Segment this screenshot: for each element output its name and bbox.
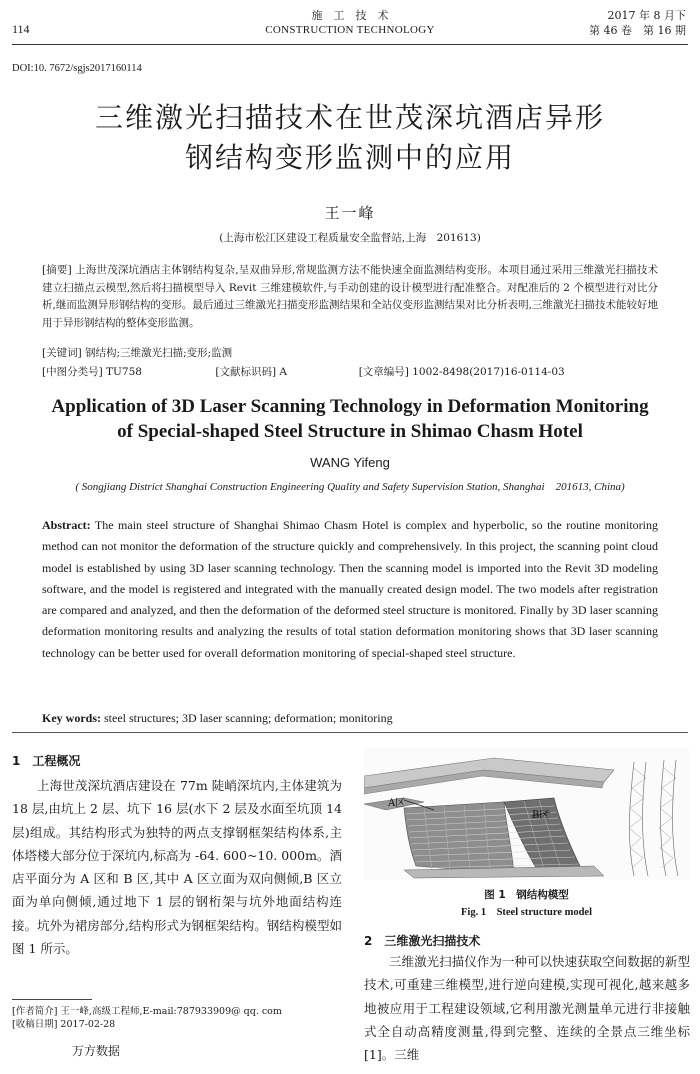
clc-value: TU758 — [106, 366, 142, 378]
title-cn-line2: 钢结构变形监测中的应用 — [184, 141, 515, 174]
section2-heading: 2 三维激光扫描技术 — [364, 934, 481, 948]
section-divider — [12, 732, 688, 733]
footnote — [12, 1005, 282, 1031]
issue-volume: 第 46 卷 第 16 期 — [589, 24, 686, 37]
figure-label-b: B区 — [532, 810, 550, 821]
title-en-line1: Application of 3D Laser Scanning Technology in Deformation Monitoring — [51, 396, 649, 417]
keywords-cn-label: [关键词] — [42, 347, 82, 359]
figure-label-a: A区 — [388, 798, 406, 809]
title-cn — [40, 98, 660, 178]
journal-name-cn: 施 工 技 术 — [311, 9, 389, 22]
article-no-label: [文章编号] — [358, 366, 409, 378]
footnote-rule — [12, 999, 92, 1000]
journal-header — [200, 8, 500, 38]
figure-steel-model — [364, 748, 689, 880]
page-number: 114 — [12, 22, 30, 36]
issue-date: 2017 年 8 月下 — [607, 9, 686, 22]
title-cn-line1: 三维激光扫描技术在世茂深坑酒店异形 — [94, 101, 605, 134]
article-no-value: 1002-8498(2017)16-0114-03 — [412, 366, 565, 378]
classification-row — [42, 364, 658, 379]
abstract-en — [42, 515, 658, 664]
clc-label: [中图分类号] — [42, 366, 103, 378]
keywords-cn — [42, 345, 232, 360]
doi: DOI:10. 7672/sgjs2017160114 — [12, 63, 142, 74]
figure-caption-cn: 图 1 钢结构模型 — [484, 889, 569, 901]
keywords-cn-text: 钢结构;三维激光扫描;变形;监测 — [85, 347, 233, 359]
clc-field — [42, 364, 212, 379]
section2-body: 三维激光扫描仪作为一种可以快速获取空间数据的新型技术,可重建三维模型,进行逆向建模,实现可视化,越来越多地被应用于工程建设领域,它利用激光测量单元进行非接触式全自动高精度测量,得到完整、连续的全景点三维坐标[1]。三维 — [364, 954, 690, 1063]
abstract-cn-label: [摘要] — [42, 264, 72, 276]
received-date: [收稿日期] 2017-02-28 — [12, 1019, 116, 1030]
title-en — [30, 394, 670, 444]
section1-body: 上海世茂深坑酒店建设在 77m 陡峭深坑内,主体建筑为 18 层,由坑上 2 层、坑下 16 层(水下 2 层及水面至坑顶 14 层)组成。其结构形式为独特的两点支撑钢框架结构体系,主体塔楼大部分位于深坑内,标高为 -64. 600~10. 000m。酒店平面分为 A 区和 B 区,其中 A 区立面为双向侧倾,B 区立面为单向侧倾,通过地下 1 层的钢桁架与坑外地面结构连接。坑外为裙房部分,结构形式为钢框架结构。钢结构模型如图 1 所示。 — [12, 778, 342, 957]
doc-code-field — [215, 364, 355, 379]
title-en-line2: of Special-shaped Steel Structure in Shimao Chasm Hotel — [117, 421, 583, 442]
figure-caption-en: Fig. 1 Steel structure model — [460, 907, 593, 918]
issue-info — [589, 8, 686, 38]
affiliation-en: ( Songjiang District Shanghai Construction Engineering Quality and Safety Supervision Station, Shanghai 201613, China) — [75, 481, 625, 493]
journal-name-en: CONSTRUCTION TECHNOLOGY — [265, 24, 435, 36]
abstract-cn-text: 上海世茂深坑酒店主体钢结构复杂,呈双曲异形,常规监测方法不能快速全面监测结构变形。本项目通过采用三维激光扫描技术建立扫描点云模型,然后将扫描模型导入 Revit 三维建模软件,与手动创建的设计模型进行配准整合。对配准后的 2 个模型进行对比分析,继而监测异形钢结构的变形。最后通过三维激光扫描变形监测结果和全站仪变形监测结果对比分析表明,三维激光扫描技术能较好地用于异形钢结构的整体变形监测。 — [42, 264, 658, 329]
abstract-en-label: Abstract: — [42, 518, 91, 532]
author-en: WANG Yifeng — [310, 455, 390, 470]
doc-code-value: A — [279, 366, 287, 378]
doc-code-label: [文献标识码] — [215, 366, 277, 378]
keywords-en — [42, 711, 393, 726]
affiliation-cn: (上海市松江区建设工程质量安全监督站,上海 201613) — [219, 232, 481, 244]
author-cn: 王一峰 — [324, 204, 376, 222]
steel-structure-illustration — [364, 748, 689, 880]
header-rule — [12, 44, 688, 45]
watermark: 万方数据 — [72, 1044, 121, 1058]
abstract-cn — [42, 262, 658, 332]
author-bio: [作者简介] 王一峰,高级工程师,E-mail:787933909@ qq. com — [12, 1006, 282, 1017]
keywords-en-text: steel structures; 3D laser scanning; deformation; monitoring — [104, 711, 393, 725]
section1-heading: 1 工程概况 — [12, 754, 81, 768]
keywords-en-label: Key words: — [42, 711, 101, 725]
abstract-en-text: The main steel structure of Shanghai Shimao Chasm Hotel is complex and hyperbolic, so the routine monitoring method can not monitor the deformation of the structure quickly and comprehensively. In this project, the scanning point cloud model is established by using 3D laser scanning technology. Then the scanning model is imported into the Revit 3D modeling software, and the model is registered and integrated with the manually created design model. The two models after registration are compared and analyzed, and then the deformation of the deformed steel structure is monitored. Finally by 3D laser scanning deformation monitoring results and analyzing the results of total station deformation monitoring shows that 3D laser scanning technology can be better used for overall deformation monitoring of special-shaped steel structure. — [42, 518, 658, 660]
article-no-field — [359, 364, 565, 379]
